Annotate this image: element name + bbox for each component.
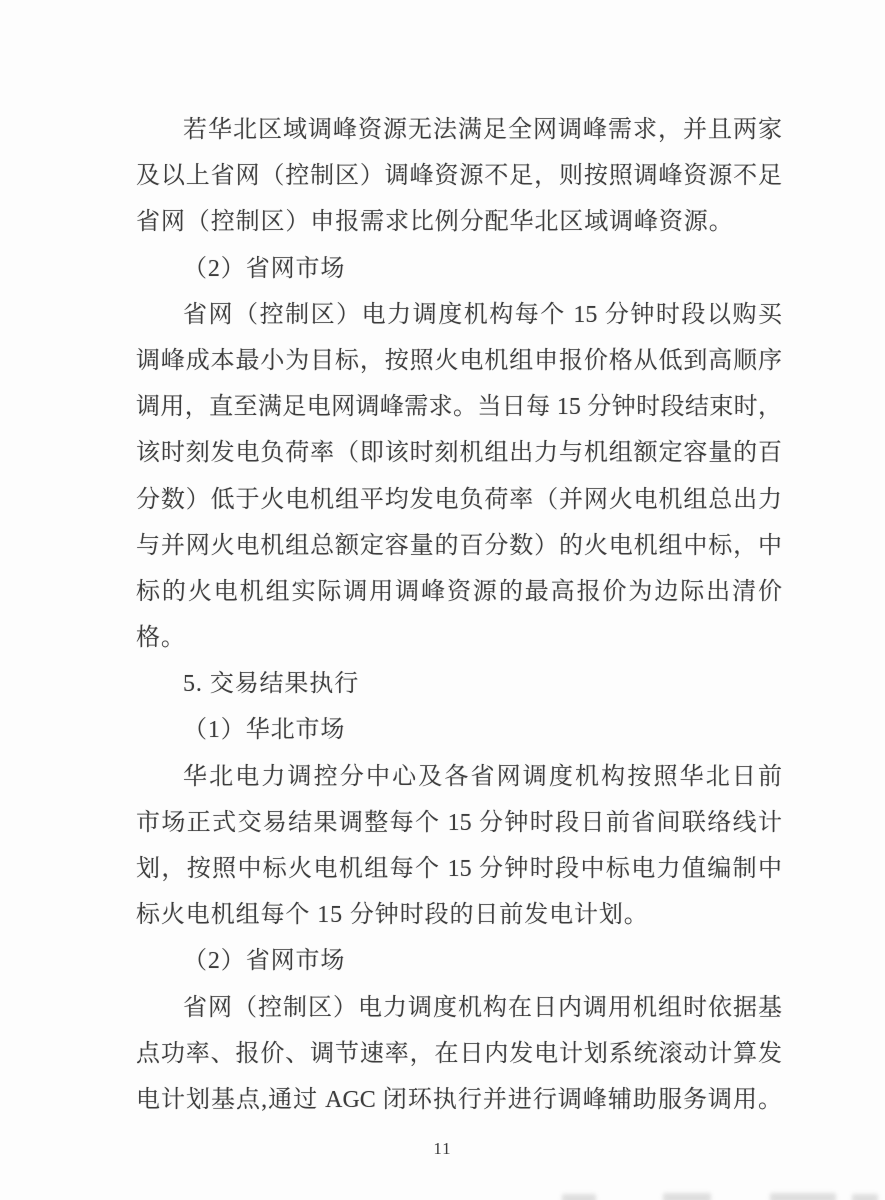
- text-line: 点功率、报价、调节速率，在日内发电计划系统滚动计算发: [136, 1040, 782, 1067]
- scan-artifact: [562, 1194, 596, 1200]
- text-line: 省网（控制区）申报需求比例分配华北区域调峰资源。: [136, 209, 734, 236]
- scan-artifact: [663, 1193, 711, 1200]
- text-line: 该时刻发电负荷率（即该时刻机组出力与机组额定容量的百: [136, 440, 782, 467]
- text-line: 若华北区域调峰资源无法满足全网调峰需求，并且两家: [183, 117, 782, 143]
- section-heading: （2）省网市场: [183, 948, 346, 975]
- text-line: 标的火电机组实际调用调峰资源的最高报价为边际出清价: [136, 578, 782, 605]
- text-line: 标火电机组每个 15 分钟时段的日前发电计划。: [136, 902, 649, 929]
- text-line: 市场正式交易结果调整每个 15 分钟时段日前省间联络线计: [136, 809, 782, 836]
- text-line: 分数）低于火电机组平均发电负荷率（并网火电机组总出力: [136, 486, 782, 513]
- section-heading: （1）华北市场: [183, 717, 346, 744]
- text-line: 调用，直至满足电网调峰需求。当日每 15 分钟时段结束时，: [136, 394, 782, 421]
- section-heading: 5. 交易结果执行: [183, 671, 360, 698]
- text-line: 省网（控制区）电力调度机构每个 15 分钟时段以购买: [183, 301, 782, 328]
- text-line: 划，按照中标火电机组每个 15 分钟时段中标电力值编制中: [136, 856, 782, 882]
- text-line: 省网（控制区）电力调度机构在日内调用机组时依据基: [183, 994, 782, 1021]
- scan-artifact: [770, 1193, 836, 1200]
- text-line: 及以上省网（控制区）调峰资源不足，则按照调峰资源不足: [136, 163, 782, 190]
- text-line: 调峰成本最小为目标，按照火电机组申报价格从低到高顺序: [136, 347, 782, 374]
- text-line: 格。: [136, 625, 186, 652]
- text-line: 华北电力调控分中心及各省网调度机构按照华北日前: [183, 763, 782, 790]
- text-line: 电计划基点,通过 AGC 闭环执行并进行调峰辅助服务调用。: [136, 1086, 782, 1113]
- body-text: [136, 107, 782, 1123]
- scan-artifact: [852, 1194, 878, 1200]
- text-line: 与并网火电机组总额定容量的百分数）的火电机组中标，中: [136, 532, 782, 559]
- section-heading: （2）省网市场: [183, 255, 346, 282]
- page-number: 11: [433, 1139, 452, 1158]
